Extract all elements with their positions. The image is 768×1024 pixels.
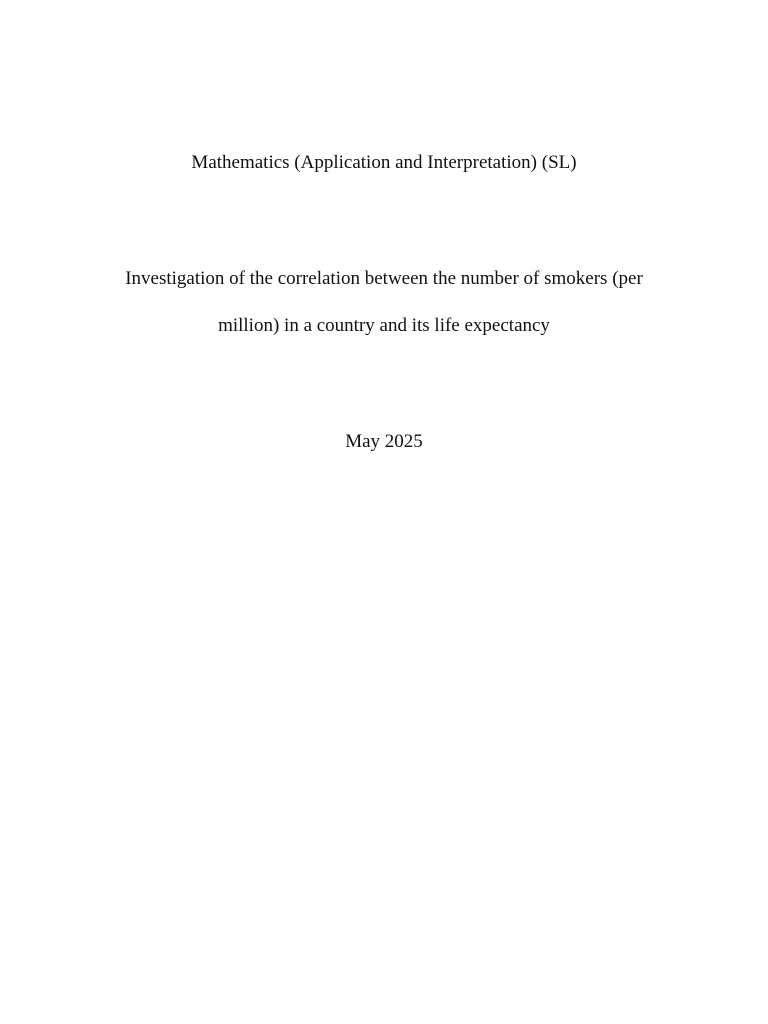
course-subject: Mathematics (Application and Interpretation) (SL) — [191, 152, 577, 173]
submission-date: May 2025 — [345, 431, 423, 452]
title-line-1: Investigation of the correlation between the number of smokers (per — [125, 268, 643, 289]
title-line-2: million) in a country and its life expectancy — [218, 315, 550, 336]
